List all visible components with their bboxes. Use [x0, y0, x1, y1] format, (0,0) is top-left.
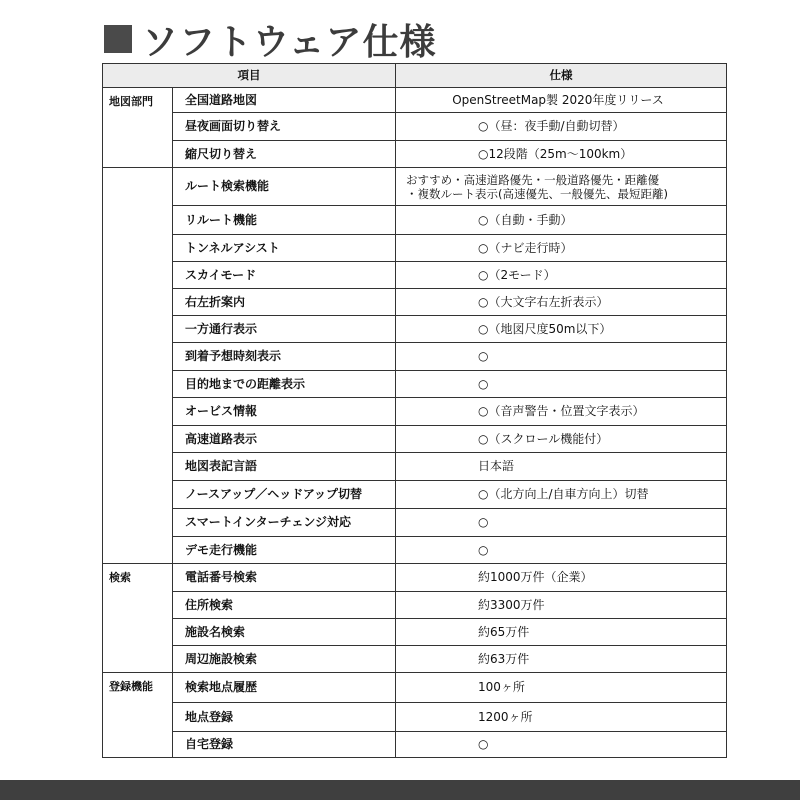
item-cell: 住所検索	[173, 592, 396, 619]
table-row	[103, 673, 727, 703]
title-square-icon	[104, 25, 132, 53]
table-row	[103, 113, 727, 141]
category-cell	[103, 168, 173, 564]
table-row	[103, 262, 727, 289]
value-cell: ○	[396, 537, 727, 564]
page-title	[104, 14, 437, 64]
table-row	[103, 398, 727, 426]
value-cell: ○	[396, 371, 727, 398]
item-cell: 目的地までの距離表示	[173, 371, 396, 398]
value-cell: 約63万件	[396, 646, 727, 673]
header-item: 項目	[103, 64, 396, 88]
item-cell: 地図表記言語	[173, 453, 396, 481]
item-cell: スマートインターチェンジ対応	[173, 509, 396, 537]
item-cell: 電話番号検索	[173, 564, 396, 592]
category-cell: 登録機能	[103, 673, 173, 758]
item-cell: 一方通行表示	[173, 316, 396, 343]
table-row	[103, 619, 727, 646]
value-cell	[396, 168, 727, 206]
item-cell: リルート機能	[173, 206, 396, 235]
table-row	[103, 206, 727, 235]
table-row	[103, 646, 727, 673]
item-cell: 到着予想時刻表示	[173, 343, 396, 371]
item-cell: 縮尺切り替え	[173, 141, 396, 168]
category-cell: 地図部門	[103, 88, 173, 168]
table-row	[103, 703, 727, 732]
value-cell: ○（スクロール機能付）	[396, 426, 727, 453]
item-cell: スカイモード	[173, 262, 396, 289]
value-cell: ○（北方向上/自車方向上）切替	[396, 481, 727, 509]
item-cell: 自宅登録	[173, 732, 396, 758]
table-row	[103, 481, 727, 509]
table-row	[103, 316, 727, 343]
value-cell: ○	[396, 343, 727, 371]
item-cell: デモ走行機能	[173, 537, 396, 564]
spec-table	[102, 63, 727, 758]
value-cell: ○（自動・手動）	[396, 206, 727, 235]
item-cell: トンネルアシスト	[173, 235, 396, 262]
table-row	[103, 141, 727, 168]
item-cell: 昼夜画面切り替え	[173, 113, 396, 141]
value-cell: ○12段階（25m～100km）	[396, 141, 727, 168]
table-row	[103, 537, 727, 564]
value-cell: ○（ナビ走行時）	[396, 235, 727, 262]
item-cell: ルート検索機能	[173, 168, 396, 206]
table-row	[103, 289, 727, 316]
table-row	[103, 592, 727, 619]
table-row	[103, 564, 727, 592]
table-row	[103, 88, 727, 113]
item-cell: 地点登録	[173, 703, 396, 732]
value-cell: 100ヶ所	[396, 673, 727, 703]
item-cell: 全国道路地図	[173, 88, 396, 113]
item-cell: ノースアップ／ヘッドアップ切替	[173, 481, 396, 509]
table-row	[103, 343, 727, 371]
value-cell: ○	[396, 732, 727, 758]
table-row	[103, 371, 727, 398]
value-cell: 1200ヶ所	[396, 703, 727, 732]
value-cell: 日本語	[396, 453, 727, 481]
category-cell: 検索	[103, 564, 173, 673]
item-cell: 周辺施設検索	[173, 646, 396, 673]
item-cell: 施設名検索	[173, 619, 396, 646]
value-cell: OpenStreetMap製 2020年度リリース	[396, 88, 727, 113]
table-row	[103, 732, 727, 758]
page-title-text: ソフトウェア仕様	[142, 21, 437, 63]
value-cell: ○（地図尺度50m以下）	[396, 316, 727, 343]
value-cell: ○（昼：夜手動/自動切替）	[396, 113, 727, 141]
value-line: ・複数ルート表示(高速優先、一般優先、最短距離)	[406, 186, 668, 201]
table-header-row	[103, 64, 727, 88]
table-row	[103, 426, 727, 453]
table-row	[103, 453, 727, 481]
item-cell: 高速道路表示	[173, 426, 396, 453]
item-cell: オービス情報	[173, 398, 396, 426]
table-row	[103, 509, 727, 537]
value-cell: ○（音声警告・位置文字表示）	[396, 398, 727, 426]
value-line: おすすめ・高速道路優先・一般道路優先・距離優	[406, 172, 660, 187]
value-cell: ○	[396, 509, 727, 537]
item-cell: 右左折案内	[173, 289, 396, 316]
table-row	[103, 168, 727, 206]
value-cell: 約65万件	[396, 619, 727, 646]
value-cell: 約1000万件（企業）	[396, 564, 727, 592]
table-row	[103, 235, 727, 262]
value-cell: ○（2モード）	[396, 262, 727, 289]
value-cell: 約3300万件	[396, 592, 727, 619]
item-cell: 検索地点履歴	[173, 673, 396, 703]
header-spec: 仕様	[396, 64, 727, 88]
bottom-bar	[0, 780, 800, 800]
value-cell: ○（大文字右左折表示）	[396, 289, 727, 316]
